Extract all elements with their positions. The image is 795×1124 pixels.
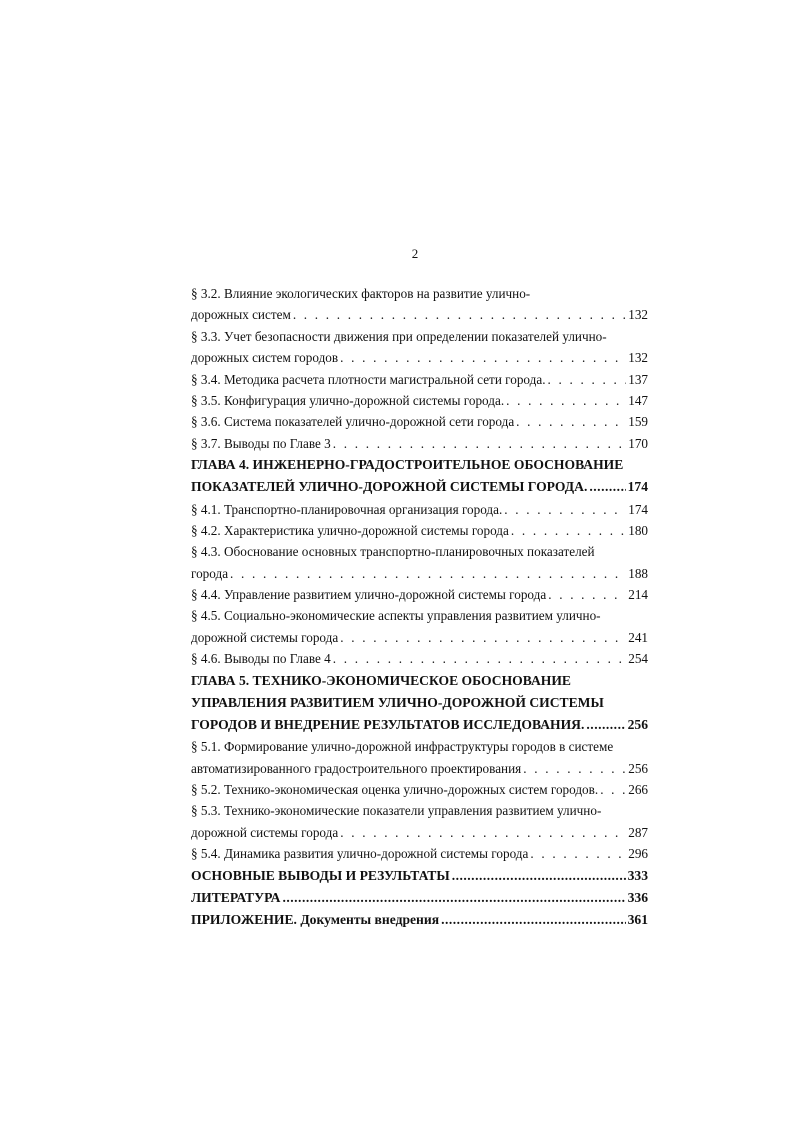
page-number: 2 <box>411 246 419 261</box>
toc-heading-line <box>191 454 648 476</box>
toc-entry-line <box>191 584 648 605</box>
toc-page-number: 137 <box>628 371 648 387</box>
toc-entry-title: § 4.6. Выводы по Главе 4 <box>191 651 331 667</box>
toc-entry-title: ОСНОВНЫЕ ВЫВОДЫ И РЕЗУЛЬТАТЫ <box>191 867 450 883</box>
toc-page-number: 170 <box>628 435 648 451</box>
dot-leader <box>340 627 626 648</box>
toc-entry-line <box>191 822 648 843</box>
toc-page-number: 214 <box>628 587 648 603</box>
toc-row <box>191 369 648 390</box>
toc-page-number: 336 <box>627 889 648 905</box>
toc-page-number: 174 <box>628 501 648 517</box>
dot-leader <box>548 584 626 605</box>
toc-row <box>191 887 648 909</box>
toc-entry-line <box>191 627 648 648</box>
toc-page-number: 266 <box>628 781 648 797</box>
toc-row <box>191 822 648 843</box>
toc-page-number: 254 <box>628 651 648 667</box>
dot-leader <box>452 865 626 887</box>
toc-page-number: 256 <box>628 760 648 776</box>
toc-heading-line <box>191 670 648 692</box>
toc-heading-line <box>191 909 648 931</box>
toc-entry-line <box>191 304 648 325</box>
toc-entry-title: § 4.2. Характеристика улично-дорожной системы города <box>191 522 509 538</box>
toc-entry-line <box>191 433 648 454</box>
toc-entry-line <box>191 520 648 541</box>
dot-leader <box>600 779 626 800</box>
toc-page-number: 159 <box>628 414 648 430</box>
toc-row <box>191 627 648 648</box>
toc-row <box>191 520 648 541</box>
toc-entry-title: ГЛАВА 5. ТЕХНИКО-ЭКОНОМИЧЕСКОЕ ОБОСНОВАНИЕ <box>191 672 571 688</box>
dot-leader <box>230 563 626 584</box>
toc-entry-title: дорожной системы города <box>191 629 339 645</box>
toc-entry-title: УПРАВЛЕНИЯ РАЗВИТИЕМ УЛИЧНО-ДОРОЖНОЙ СИСТЕМЫ <box>191 694 604 710</box>
toc-entry-title: § 3.3. Учет безопасности движения при определении показателей улично- <box>191 328 607 344</box>
dot-leader <box>511 520 626 541</box>
dot-leader <box>293 304 626 325</box>
toc-entry-title: дорожной системы города <box>191 824 339 840</box>
toc-entry-line <box>191 843 648 864</box>
toc-entry-title: ГОРОДОВ И ВНЕДРЕНИЕ РЕЗУЛЬТАТОВ ИССЛЕДОВАНИЯ. <box>191 717 585 732</box>
toc-row <box>191 563 648 584</box>
toc-row <box>191 499 648 520</box>
toc-row <box>191 304 648 325</box>
toc-entry-title: § 5.1. Формирование улично-дорожной инфраструктуры городов в системе <box>191 739 614 755</box>
toc-entry-line <box>191 779 648 800</box>
dot-leader <box>523 758 626 779</box>
dot-leader <box>340 822 626 843</box>
toc-entry-title: ГЛАВА 4. ИНЖЕНЕРНО-ГРАДОСТРОИТЕЛЬНОЕ ОБОСНОВАНИЕ <box>191 457 624 473</box>
toc-heading-line <box>191 865 648 887</box>
toc-row <box>191 584 648 605</box>
toc-entry-line <box>191 499 648 520</box>
toc-entry-title: § 4.1. Транспортно-планировочная организация города. <box>191 501 503 517</box>
toc-heading-line <box>191 714 648 736</box>
dot-leader <box>506 390 626 411</box>
toc-entry-title: § 5.4. Динамика развития улично-дорожной системы города <box>191 846 529 862</box>
dot-leader <box>333 648 626 669</box>
dot-leader <box>530 843 626 864</box>
toc-row <box>191 909 648 931</box>
toc-row <box>191 411 648 432</box>
toc-entry-title: § 3.2. Влияние экологических факторов на развитие улично- <box>191 286 531 301</box>
dot-leader <box>548 369 627 390</box>
toc-entry-title: § 3.5. Конфигурация улично-дорожной системы города. <box>191 392 505 408</box>
toc-entry-line <box>191 736 648 757</box>
toc-row <box>191 843 648 864</box>
toc-entry-title: § 4.5. Социально-экономические аспекты управления развитием улично- <box>191 608 601 624</box>
dot-leader <box>589 476 625 498</box>
toc-page-number: 180 <box>628 522 648 538</box>
toc-entry-title: ЛИТЕРАТУРА <box>191 889 281 905</box>
toc-entry-title: § 3.7. Выводы по Главе 3 <box>191 435 331 451</box>
toc-page-number: 241 <box>628 629 648 645</box>
dot-leader <box>504 499 626 520</box>
dot-leader <box>516 411 626 432</box>
dot-leader <box>282 887 625 909</box>
table-of-contents <box>191 283 648 931</box>
toc-entry-title: дорожных систем городов <box>191 350 339 366</box>
toc-entry-title: § 5.3. Технико-экономические показатели управления развитием улично- <box>191 803 602 819</box>
toc-entry-line <box>191 800 648 821</box>
toc-page-number: 188 <box>628 565 648 581</box>
toc-entry-title: ПРИЛОЖЕНИЕ. Документы внедрения <box>191 911 440 927</box>
toc-entry-title: автоматизированного градостроительного проектирования <box>191 760 522 776</box>
toc-row <box>191 779 648 800</box>
toc-heading-line <box>191 476 648 498</box>
toc-row <box>191 714 648 736</box>
toc-entry-line <box>191 369 648 390</box>
toc-entry-title: § 4.3. Обоснование основных транспортно-планировочных показателей <box>191 544 595 560</box>
toc-page-number: 287 <box>628 824 648 840</box>
toc-entry-line <box>191 411 648 432</box>
toc-entry-line <box>191 541 648 562</box>
toc-row <box>191 476 648 498</box>
toc-entry-line <box>191 390 648 411</box>
dot-leader <box>333 433 626 454</box>
toc-entry-line <box>191 563 648 584</box>
toc-row <box>191 390 648 411</box>
toc-page-number: 174 <box>627 479 648 495</box>
toc-entry-title: § 3.6. Система показателей улично-дорожной сети города <box>191 414 515 430</box>
dot-leader <box>340 347 626 368</box>
toc-row <box>191 347 648 368</box>
toc-page-number: 333 <box>627 867 648 883</box>
toc-entry-line <box>191 605 648 626</box>
toc-row <box>191 648 648 669</box>
toc-page-number: 132 <box>628 350 648 366</box>
toc-entry-line <box>191 758 648 779</box>
toc-heading-line <box>191 887 648 909</box>
toc-entry-title: § 3.4. Методика расчета плотности магистральной сети города. <box>191 371 546 387</box>
toc-row <box>191 865 648 887</box>
toc-row <box>191 433 648 454</box>
dot-leader <box>441 909 626 931</box>
toc-entry-title: ПОКАЗАТЕЛЕЙ УЛИЧНО-ДОРОЖНОЙ СИСТЕМЫ ГОРОДА. <box>191 479 588 495</box>
toc-entry-line <box>191 283 648 304</box>
toc-entry-line <box>191 326 648 347</box>
toc-page-number: 147 <box>628 392 648 408</box>
toc-page-number: 361 <box>627 911 648 927</box>
toc-entry-line <box>191 347 648 368</box>
toc-entry-title: § 5.2. Технико-экономическая оценка улично-дорожных систем городов. <box>191 781 599 797</box>
toc-page-number: 256 <box>627 717 648 732</box>
dot-leader <box>586 714 625 736</box>
toc-heading-line <box>191 692 648 714</box>
toc-entry-title: города <box>191 565 229 581</box>
toc-entry-line <box>191 648 648 669</box>
toc-entry-title: дорожных систем <box>191 307 291 323</box>
toc-row <box>191 758 648 779</box>
toc-page-number: 296 <box>628 846 648 862</box>
toc-page-number: 132 <box>628 307 648 323</box>
toc-entry-title: § 4.4. Управление развитием улично-дорожной системы города <box>191 587 547 603</box>
